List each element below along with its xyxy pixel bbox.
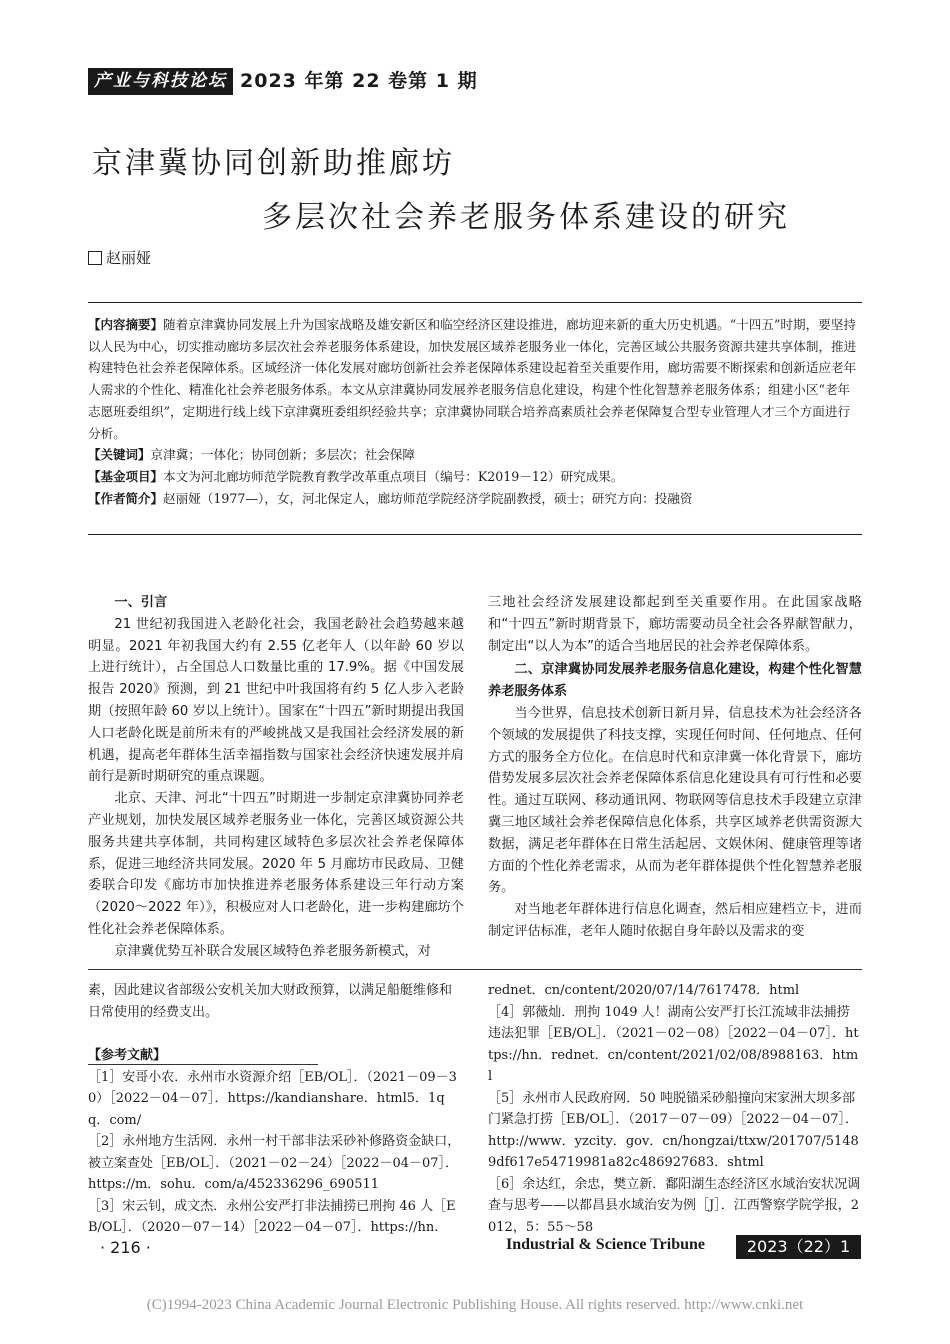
paragraph: 对当地老年群体进行信息化调查，然后相应建档立卡，进而制定评估标准，老年人随时依据自身年龄以及需求的变 xyxy=(488,902,862,939)
paragraph: 京津冀优势互补联合发展区域特色养老服务新模式，对 xyxy=(114,943,431,959)
body-left-column xyxy=(88,592,464,963)
title-line-1: 京津冀协同创新助推廊坊 xyxy=(92,146,455,181)
section-divider xyxy=(88,969,862,970)
keywords xyxy=(88,444,862,466)
abstract-top-rule xyxy=(88,302,862,303)
paragraph: 21 世纪初我国进入老龄化社会，我国老龄社会趋势越来越明显。2021 年初我国大约有 2.55 亿老年人（以年龄 60 岁以上进行统计），占全国总人口数量比重的 17.9%。据《中国发展报告 2020》预测，到 21 世纪中叶我国将有约 5 亿人步入老龄期（按照年龄 60 岁以上统计）。国家在“十四五”新时期提出我国人口老龄化既是前所未有的严峻挑战又是我国社会经济发展的新机遇，提高老年群体生活幸福指数与国家社会经济快速发展并肩前行是新时期研究的重点课题。 xyxy=(88,616,464,785)
section-heading-2: 二、京津冀协同发展养老服务信息化建设，构建个性化智慧养老服务体系 xyxy=(488,662,862,700)
reference-item: ［5］永州市人民政府网．50 吨脱锚采砂船撞向宋家洲大坝多部门紧急打捞［EB/OL］．（2017－07－09）［2022－04－07］．http://www．yzcity．gov．cn/hongzai/ttxw/201707/51489df617e54719981a82c486927683．shtml xyxy=(488,1090,859,1170)
reference-item: ［2］永州地方生活网．永州一村干部非法采砂补修路资金缺口，被立案查处［EB/OL］．（2021－02－24）［2022－04－07］．https://m．sohu．com/a/452336296_690511 xyxy=(88,1134,461,1192)
fund xyxy=(88,466,862,488)
abstract-label: 【内容摘要】 xyxy=(88,317,164,332)
title-line-2: 多层次社会养老服务体系建设的研究 xyxy=(262,200,790,235)
reference-item: ［1］安哥小农．永州市水资源介绍［EB/OL］．（2021－09－30）［2022－04－07］．https://kandianshare．html5．1qq．com/ xyxy=(88,1069,457,1128)
lead-text: 素，因此建议省部级公安机关加大财政预算，以满足船艇维修和日常使用的经费支出。 xyxy=(88,983,453,1020)
paragraph: 三地社会经济发展建设都起到至关重要作用。在此国家战略和“十四五”新时期背景下，廊坊需要动员全社会各界献智献力，制定出“以人为本”的适合当地居民的社会养老保障体系。 xyxy=(488,595,862,654)
keywords-label: 【关键词】 xyxy=(88,447,151,463)
issue-label: 2023 年第 22 卷第 1 期 xyxy=(240,70,478,92)
author-name: 赵丽娅 xyxy=(106,249,152,267)
paragraph: 北京、天津、河北“十四五”时期进一步制定京津冀协同养老产业规划，加快发展区域养老服务业一体化，完善区域资源公共服务共建共享体制，共同构建区域特色多层次社会养老保障体系，促进三地经济共同发展。2020 年 5 月廊坊市民政局、卫健委联合印发《廊坊市加快推进养老服务体系建设三年行动方案（2020～2022 年）》，积极应对人口老龄化，进一步构建廊坊个性化社会养老保障体系。 xyxy=(88,791,464,937)
references-right xyxy=(488,980,862,1238)
copyright-notice: (C)1994-2023 China Academic Journal Electronic Publishing House. All rights reserved. http://www.cnki.net xyxy=(146,1297,804,1313)
reference-item: rednet．cn/content/2020/07/14/7617478．html xyxy=(488,983,800,998)
abstract-text: 随着京津冀协同发展上升为国家战略及雄安新区和临空经济区建设推进，廊坊迎来新的重大历史机遇。“十四五”时期，要坚持以人民为中心，切实推动廊坊多层次社会养老服务体系建设，加快发展区域养老服务业一体化，完善区域公共服务资源共建共享体制，推进构建特色社会养老保障体系。区域经济一体化发展对廊坊创新社会养老保障体系建设起着至关重要作用，廊坊需要不断探索和创新适应老年人需求的个性化、精准化社会养老服务体系。本文从京津冀协同发展养老服务信息化建设，构建个性化智慧养老服务体系；组建小区“老年志愿班委组织”，定期进行线上线下京津冀班委组织经验共享；京津冀协同联合培养高素质社会养老保障复合型专业管理人才三个方面进行分析。 xyxy=(88,317,857,441)
body-right-column xyxy=(488,592,862,943)
journal-name-badge: 产业与科技论坛 xyxy=(88,68,233,95)
bio-text: 赵丽娅（1977—），女，河北保定人，廊坊师范学院经济学院副教授，硕士；研究方向：投融资 xyxy=(163,490,693,506)
section-heading-1: 一、引言 xyxy=(114,595,168,610)
reference-item: ［4］郭薇灿．刑拘 1049 人！湖南公安严打长江流域非法捕捞违法犯罪［EB/OL］．（2021－02－08）［2022－04－07］．https://hn．rednet．cn/content/2021/02/08/8988163．html xyxy=(488,1004,859,1084)
abstract-block xyxy=(88,314,862,509)
references-heading: 【参考文献】 xyxy=(88,1048,167,1063)
abstract-bottom-rule xyxy=(88,534,862,535)
reference-item: ［3］宋云钊，成文杰．永州公安严打非法捕捞已刑拘 46 人［EB/OL］．（2020－07－14）［2022－04－07］．https://hn. xyxy=(88,1198,456,1235)
reference-item: ［6］余达红，余忠，樊立新．鄱阳湖生态经济区水域治安状况调查与思考——以都昌县水域治安为例［J］．江西警察学院学报，2012，5：55～58 xyxy=(488,1176,861,1235)
keywords-text: 京津冀；一体化；协同创新；多层次；社会保障 xyxy=(150,447,415,463)
references-left xyxy=(88,980,464,1239)
author xyxy=(88,247,151,268)
fund-text: 本文为河北廊坊师范学院教育教学改革重点项目（编号：K2019－12）研究成果。 xyxy=(163,468,624,484)
journal-english-name: Industrial & Science Tribune xyxy=(506,1236,705,1253)
author-box-icon xyxy=(88,251,102,265)
abstract xyxy=(88,314,862,444)
page-number: · 216 · xyxy=(100,1238,151,1257)
references-rule xyxy=(88,1064,318,1065)
paragraph: 当今世界，信息技术创新日新月异，信息技术为社会经济各个领域的发展提供了科技支撑，实现任何时间、任何地点、任何方式的服务全方位化。在信息时代和京津冀一体化背景下，廊坊借势发展多层次社会养老保障体系信息化建设具有可行性和必要性。通过互联网、移动通讯网、物联网等信息技术手段建立京津冀三地区域社会养老保障信息化体系，共享区域养老供需资源大数据，满足老年群体在日常生活起居、文娱休闲、健康管理等诸方面的个性化养老需求，从而为老年群体提供个性化智慧养老服务。 xyxy=(488,705,862,896)
bio-label: 【作者简介】 xyxy=(88,490,164,506)
fund-label: 【基金项目】 xyxy=(88,468,164,484)
bio xyxy=(88,488,862,510)
year-issue-badge: 2023（22）1 xyxy=(736,1235,861,1259)
